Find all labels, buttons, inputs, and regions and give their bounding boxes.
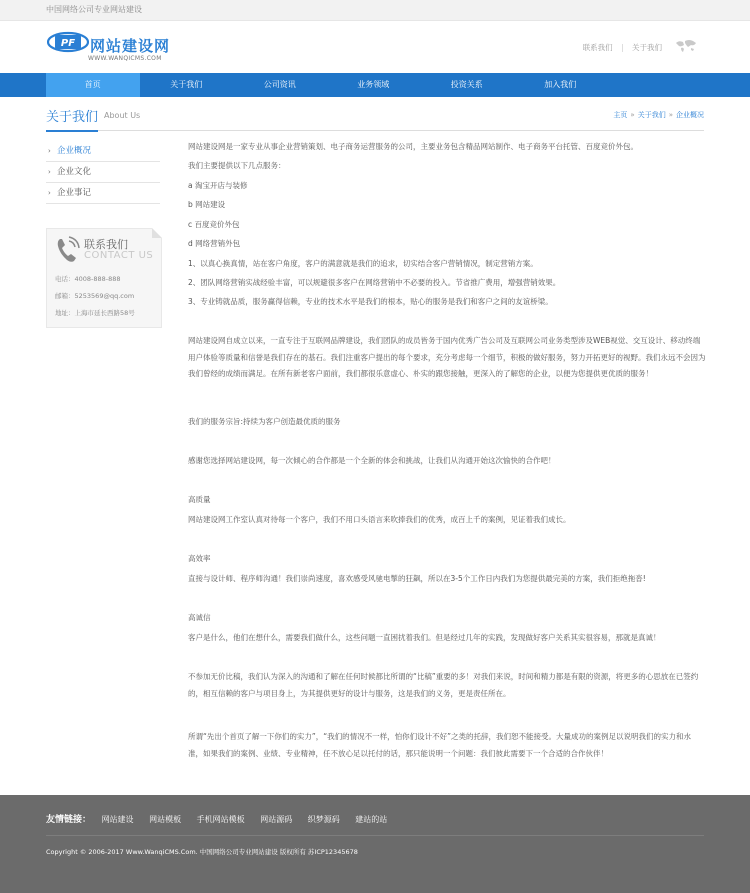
contact-phone: 电话：4008-888-888: [55, 275, 121, 283]
friend-link[interactable]: 建站的站: [355, 815, 388, 824]
section-subtitle: About Us: [104, 111, 141, 120]
footer: [0, 795, 750, 893]
contact-email: 邮箱：5253569@qq.com: [55, 292, 135, 300]
nav-item-join[interactable]: 加入我们: [544, 80, 577, 89]
sidebar-item-history[interactable]: [46, 183, 160, 204]
separator: |: [621, 43, 624, 52]
list-item: 1、以真心换真情，站在客户角度，客户的满意就是我们的追求，切实结合客户营销情况，制定营销方案。: [188, 259, 538, 268]
section-header: [46, 104, 704, 131]
contact-address: 地址：上海市延长西路58号: [55, 309, 135, 317]
friend-links-label: 友情链接：: [46, 815, 92, 825]
paragraph: 感谢您选择网站建设网，每一次倾心的合作都是一个全新的体会和挑战，让我们从沟通开始这次愉快的合作吧！: [188, 456, 556, 465]
friend-link[interactable]: 网站模板: [149, 815, 182, 824]
nav-item-home[interactable]: 首页: [46, 73, 140, 97]
section-underline: [46, 130, 98, 132]
corner-fold: [152, 228, 162, 238]
link-about[interactable]: 关于我们: [632, 43, 662, 52]
paragraph-heading: 高诚信: [188, 613, 211, 622]
logo-icon[interactable]: [47, 31, 89, 57]
breadcrumb-arrow: »: [630, 111, 635, 119]
contact-title: 联系我们: [84, 238, 128, 251]
friend-link[interactable]: 织梦源码: [307, 815, 340, 824]
nav-item-business[interactable]: 业务领域: [357, 80, 390, 89]
paragraph: 不参加无价比稿，我们认为深入的沟通和了解在任何时候都比所谓的“比稿”重要的多！对我们来说，时间和精力都是有限的资源，将更多的心思放在已签约的，相互信赖的客户与项目身上，为其提供更好的设计与服务，这是我们的义务，更是责任所在。: [188, 672, 699, 698]
paragraph-heading: 高质量: [188, 495, 211, 504]
friend-link[interactable]: 网站建设: [101, 815, 134, 824]
friend-link[interactable]: 网站源码: [260, 815, 293, 824]
sidebar-item-culture[interactable]: [46, 162, 160, 183]
paragraph: 网站建设网工作室认真对待每一个客户，我们不用口头语言来吹捧我们的优秀，成百上千的案例，见证着我们成长。: [188, 515, 571, 524]
paragraph: 网站建设网是一家专业从事企业营销策划、电子商务运营服务的公司，主要业务包含精品网站制作、电子商务平台托管、百度竞价外包。: [188, 142, 638, 151]
chevron-right-icon: ›: [48, 147, 51, 155]
svg-text:PF: PF: [60, 38, 76, 49]
nav-item-about[interactable]: 关于我们: [170, 80, 203, 89]
sidebar-item-label: 企业概况: [57, 146, 92, 156]
list-item: 3、专业铸就品质，服务赢得信赖，专业的技术水平是我们的根本，贴心的服务是我们和客户之间的友谊桥梁。: [188, 297, 553, 306]
breadcrumb-about[interactable]: 关于我们: [637, 111, 666, 119]
paragraph: 我们的服务宗旨:持续为客户创造最优质的服务: [188, 417, 341, 426]
main-nav: [0, 73, 750, 97]
list-item: d 网络营销外包: [188, 239, 241, 248]
globe-icon: [674, 38, 698, 57]
list-item: b 网站建设: [188, 200, 226, 209]
friend-link[interactable]: 手机网站模板: [196, 815, 245, 824]
breadcrumb-current[interactable]: 企业概况: [676, 111, 704, 119]
sidebar-item-label: 企业文化: [57, 167, 92, 177]
logo-text[interactable]: 网站建设网: [90, 37, 171, 55]
list-item: c 百度竞价外包: [188, 220, 240, 229]
top-links: [583, 42, 662, 53]
contact-title-en: CONTACT US: [84, 250, 154, 261]
friend-links: [46, 812, 400, 825]
footer-divider: [46, 835, 704, 836]
logo-subtitle: WWW.WANQICMS.COM: [88, 55, 162, 62]
nav-item-news[interactable]: 公司资讯: [263, 80, 296, 89]
phone-icon: [54, 236, 80, 268]
link-contact[interactable]: 联系我们: [582, 43, 613, 52]
breadcrumb: [613, 110, 704, 120]
chevron-right-icon: ›: [48, 168, 51, 176]
paragraph-heading: 高效率: [188, 554, 211, 563]
nav-item-investors[interactable]: 投资关系: [450, 80, 483, 89]
paragraph: 直接与设计师、程序师沟通！我们崇尚速度，喜欢感受风驰电掣的狂飙，所以在3-5个工作日内我们为您提供最完美的方案，我们拒绝拖沓!: [188, 574, 646, 583]
contact-box: [46, 228, 162, 328]
breadcrumb-home[interactable]: 主页: [613, 111, 628, 119]
breadcrumb-arrow: »: [668, 111, 673, 119]
paragraph: 客户是什么，他们在想什么，需要我们做什么，这些问题一直困扰着我们。但是经过几年的实践，发现做好客户关系其实很容易，那就是真诚！: [188, 633, 661, 642]
sidebar-item-label: 企业事记: [57, 188, 92, 198]
chevron-right-icon: ›: [48, 189, 51, 197]
sidebar-item-overview[interactable]: [46, 141, 160, 162]
list-item: 2、团队网络营销实战经验丰富，可以规避很多客户在网络营销中不必要的投入。节省推广费用，增强营销效果。: [188, 278, 561, 287]
topbar: [0, 0, 750, 21]
paragraph: 所谓“先出个首页了解一下你们的实力”，“我们的情况不一样，怕你们设计不好”之类的托辞，我们恕不能接受。大量成功的案例足以说明我们的实力和水准，如果我们的案例、业绩、专业精神，任不放心足以托付的话，那只能说明一个问题：我们彼此需要下一个合适的合作伙伴！: [188, 732, 692, 758]
paragraph: 我们主要提供以下几点服务：: [188, 161, 286, 170]
list-item: a 淘宝开店与装修: [188, 181, 248, 190]
topbar-slogan: 中国网络公司专业网站建设: [46, 5, 142, 14]
copyright: Copyright © 2006-2017 Www.WanqiCMS.Com. 中国网络公司专业网站建设 版权所有 苏ICP12345678: [46, 848, 358, 856]
section-title: 关于我们: [46, 110, 99, 125]
sidebar: [46, 141, 160, 204]
header: [0, 21, 750, 73]
paragraph: 网站建设网自成立以来，一直专注于互联网品牌建设，我们团队的成员皆务于国内优秀广告公司及互联网公司业务类型涉及WEB视觉、交互设计、移动终端用户体验等质量和信誉是我们存在的基石。我们注重客户提出的每个要求，充分考虑每一个细节，积极的做好服务，努力开拓更好的视野。我们永远不会因为我们曾经的成绩而满足。在所有新老客户面前，我们都很乐意虚心、朴实的跟您接触，更深入的了解您的企业，以便为您提供更优质的服务！: [188, 336, 706, 378]
